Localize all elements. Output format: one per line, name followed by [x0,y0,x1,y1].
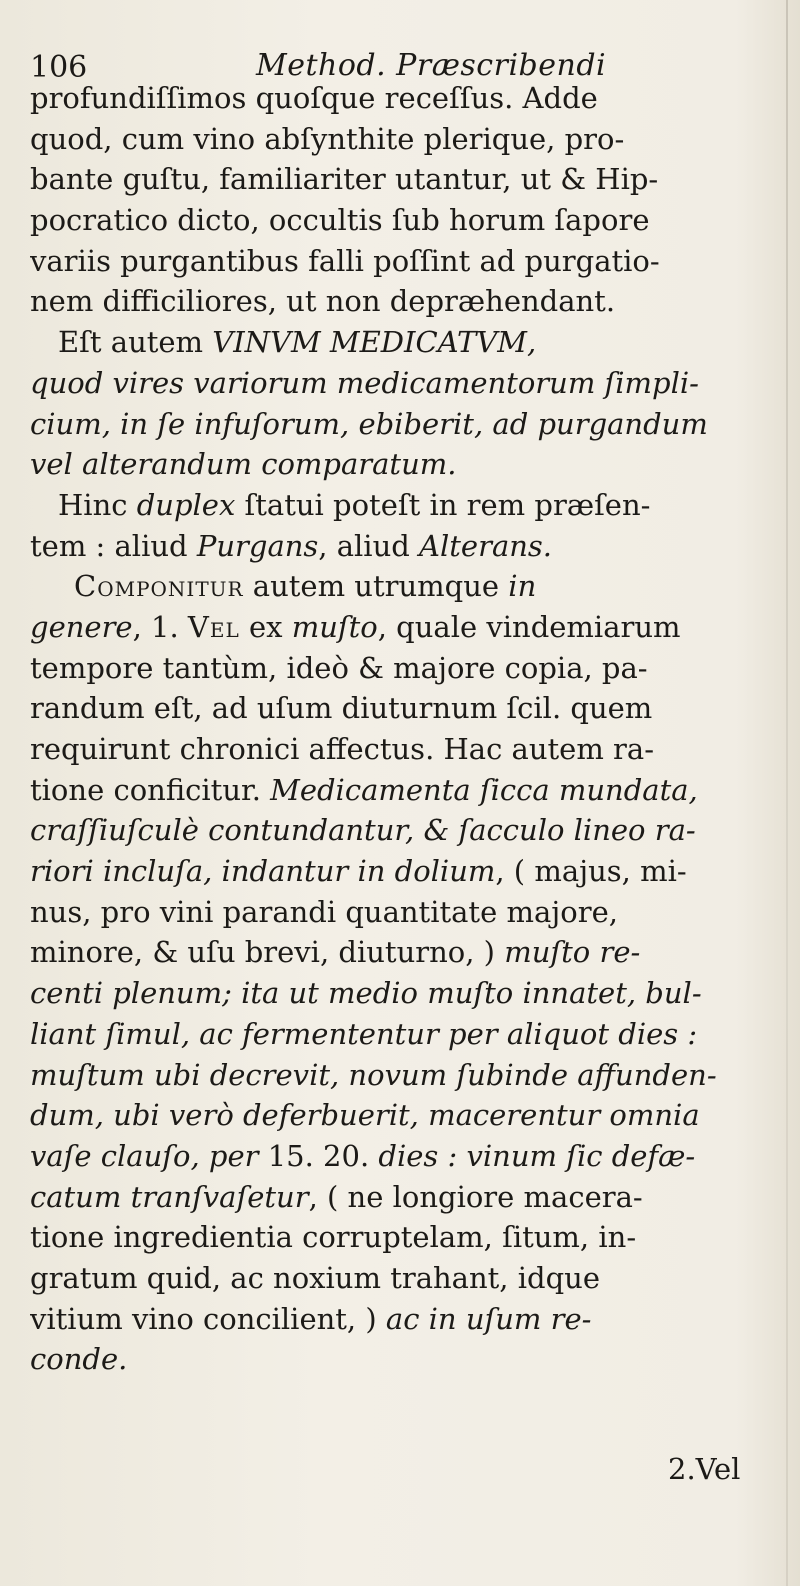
text-segment: muſtum ubi decrevit, novum ſubinde affunden- [30,1057,717,1092]
text-segment: cium, in ſe infuſorum, ebiberit, ad purgandum [30,406,708,441]
text-segment: minore, & uſu brevi, diuturno, ) [30,935,505,970]
text-line [30,444,760,485]
text-segment: centi plenum; ita ut medio muſto innatet, bul- [30,976,702,1011]
text-segment: Vel [187,609,240,644]
body-text [30,78,760,1380]
text-segment: nus, pro vini parandi quantitate majore, [30,894,618,929]
text-line [30,281,760,322]
text-line [30,851,760,892]
text-segment: pocratico dicto, occultis ſub horum ſapore [30,203,650,238]
text-line [30,1095,760,1136]
text-segment: Hinc [58,487,137,522]
text-line [30,1217,760,1258]
text-segment: conde. [30,1342,128,1377]
text-segment: requirunt chronici affectus. Hac autem ra- [30,732,654,766]
text-segment: riori incluſa, indantur in dolium [30,854,496,889]
text-line [30,1136,760,1177]
page-edge-shadow [786,0,788,1586]
text-line [30,729,760,770]
text-segment: duplex [136,487,236,522]
text-segment: ſtatui poteſt in rem præſen- [235,487,651,522]
text-segment: Purgans [196,528,319,563]
text-line [30,404,760,445]
text-line [30,1177,760,1218]
text-segment: Eſt autem [58,325,213,360]
text-segment: vitium vino concilient, ) [30,1301,386,1336]
text-segment: 15. 20. [267,1138,379,1173]
text-segment: dum, ubi verò deferbuerit, macerentur omnia [30,1098,700,1133]
text-segment: autem utrumque [243,569,509,604]
text-segment: , ( ne longiore macera- [308,1179,643,1214]
text-segment: craſſiuſculè contundantur, & ſacculo lineo ra- [30,813,696,848]
text-line [30,363,760,404]
text-segment: vel alterandum comparatum. [30,447,457,482]
text-segment: gratum quid, ac noxium trahant, idque [30,1260,600,1295]
text-line [30,119,760,160]
text-line [30,1055,760,1096]
text-segment: Componitur [74,569,244,604]
text-segment: tempore tantùm, ideò & majore copia, pa- [30,650,648,685]
text-line [30,1258,760,1299]
text-line [30,526,760,567]
text-segment: muſto re- [504,935,641,970]
text-segment: nem difficiliores, ut non depræhendant. [30,284,616,319]
text-line [30,892,760,933]
text-line [30,322,760,363]
text-segment: quod, cum vino abſynthite plerique, pro- [30,121,625,156]
text-line [30,1339,760,1380]
text-line [30,200,760,241]
text-line [30,688,760,729]
text-segment: , 1. [132,609,188,644]
text-segment: bante guſtu, familiariter utantur, ut & Hip- [30,162,659,197]
text-line [30,78,760,119]
text-line [30,770,760,811]
text-segment: tem : aliud [30,528,197,563]
running-title: Method. Præscribendi [256,48,607,83]
text-line [30,566,760,607]
text-segment: ex [239,609,292,644]
text-line [30,485,760,526]
text-segment: in [508,569,537,604]
text-segment: profundiſſimos quoſque receſſus. Adde [30,81,598,115]
text-line [30,241,760,282]
text-segment: liant ſimul, ac fermententur per aliquot dies : [30,1016,698,1051]
text-line [30,1014,760,1055]
text-segment: vaſe clauſo, per [30,1138,268,1173]
text-segment: variis purgantibus falli poſſint ad purgatio- [30,243,660,278]
catchword: 2.Vel [668,1452,741,1486]
page-number: 106 [30,50,88,85]
text-segment: quod vires variorum medicamentorum ſimpli- [30,365,699,400]
text-segment: VINVM MEDICATVM, [212,325,537,360]
text-segment: , ( majus, mi- [495,854,687,889]
text-line [30,1299,760,1340]
text-line [30,648,760,689]
text-segment: genere [30,609,133,644]
text-line [30,607,760,648]
text-segment: Medicamenta ſicca mundata, [270,772,698,807]
text-segment: muſto [291,609,378,644]
text-segment: tione conficitur. [30,772,271,807]
text-segment: randum eſt, ad uſum diuturnum ſcil. quem [30,691,653,726]
text-line [30,932,760,973]
text-line [30,159,760,200]
text-segment: dies : vinum ſic defæ- [378,1138,696,1173]
text-segment: , aliud [318,528,420,563]
text-segment: tione ingredientia corruptelam, ſitum, in- [30,1220,637,1255]
text-segment: Alterans. [419,528,553,563]
text-line [30,810,760,851]
text-segment: catum tranſvaſetur [30,1179,309,1214]
text-segment: , quale vindemiarum [377,609,681,644]
text-segment: ac in uſum re- [385,1301,592,1336]
text-line [30,973,760,1014]
